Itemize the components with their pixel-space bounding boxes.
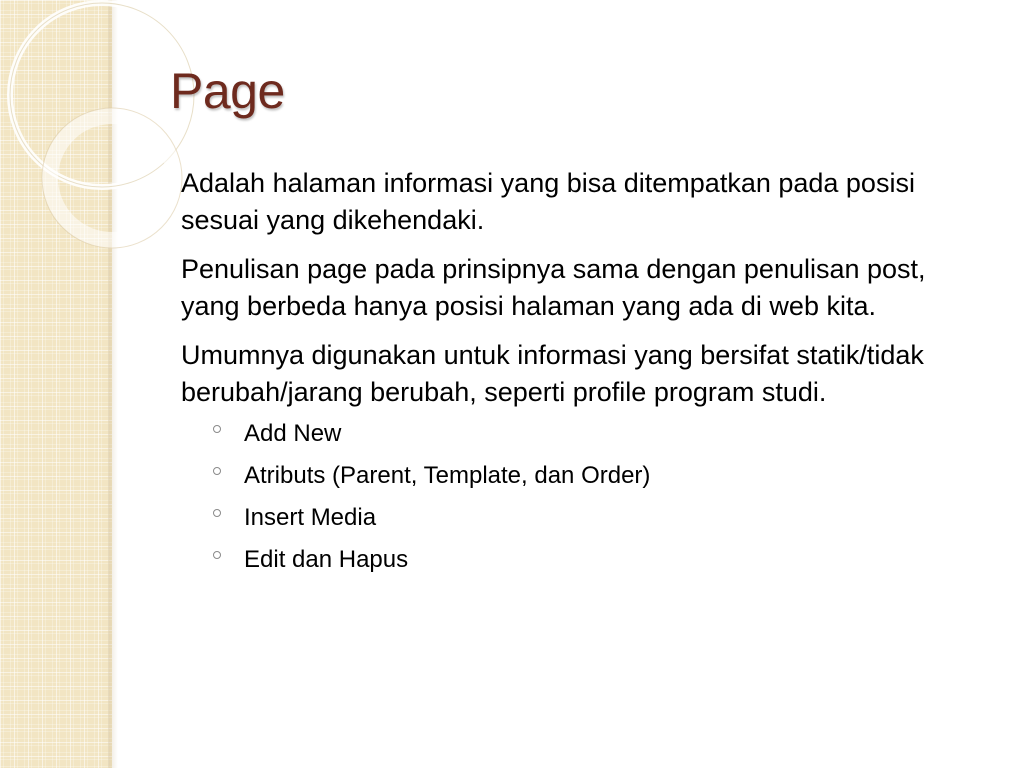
- hollow-circle-bullet-icon: [213, 425, 221, 433]
- slide-body: [181, 165, 981, 587]
- hollow-circle-bullet-icon: [213, 509, 221, 517]
- body-paragraph-1: Adalah halaman informasi yang bisa ditempatkan pada posisi sesuai yang dikehendaki.: [181, 168, 915, 235]
- sub-bullet-label: Atributs (Parent, Template, dan Order): [244, 462, 651, 489]
- sub-bullet-item-insert-media: [211, 503, 981, 533]
- hollow-circle-bullet-icon: [213, 551, 221, 559]
- body-paragraph-3: Umumnya digunakan untuk informasi yang bersifat statik/tidak berubah/jarang berubah, seperti profile program studi.: [181, 340, 924, 407]
- hollow-circle-bullet-icon: [213, 467, 221, 475]
- decorative-rings: [0, 0, 200, 300]
- sub-bullet-list: [181, 419, 981, 575]
- sub-bullet-item-add-new: [211, 419, 981, 449]
- sub-bullet-label: Insert Media: [244, 504, 377, 531]
- slide-title: Page: [170, 63, 285, 119]
- body-paragraph-2: Penulisan page pada prinsipnya sama dengan penulisan post, yang berbeda hanya posisi halaman yang ada di web kita.: [181, 254, 926, 321]
- sub-bullet-item-atributs: [211, 461, 981, 491]
- sub-bullet-label: Edit dan Hapus: [244, 546, 409, 573]
- sub-bullet-item-edit-hapus: [211, 545, 981, 575]
- sub-bullet-label: Add New: [244, 420, 342, 447]
